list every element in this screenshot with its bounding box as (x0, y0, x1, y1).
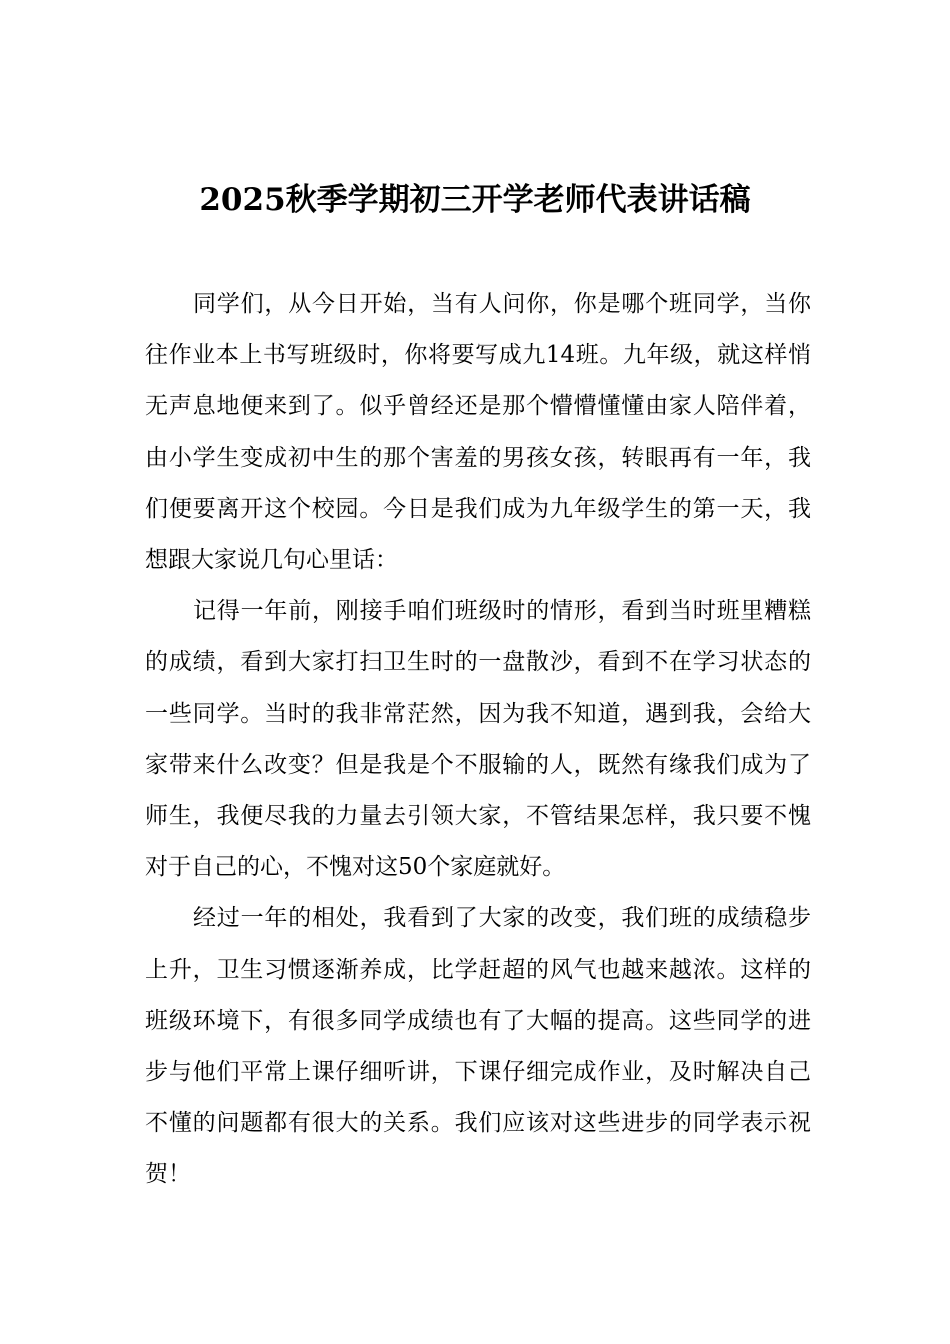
paragraph-2: 记得一年前，刚接手咱们班级时的情形，看到当时班里糟糕的成绩，看到大家打扫卫生时的一盘散沙，看到不在学习状态的一些同学。当时的我非常茫然，因为我不知道，遇到我，会给大家带来什么改变？但是我是个不服输的人，既然有缘我们成为了师生，我便尽我的力量去引领大家，不管结果怎样，我只要不愧对于自己的心，不愧对这50个家庭就好。 (145, 598, 811, 881)
document-title: 2025秋季学期初三开学老师代表讲话稿 (199, 182, 751, 218)
paragraph-3: 经过一年的相处，我看到了大家的改变，我们班的成绩稳步上升，卫生习惯逐渐养成，比学赶超的风气也越来越浓。这样的班级环境下，有很多同学成绩也有了大幅的提高。这些同学的进步与他们平常上课仔细听讲，下课仔细完成作业，及时解决自己不懂的问题都有很大的关系。我们应该对这些进步的同学表示祝贺！ (145, 905, 811, 1188)
document-body (145, 279, 811, 1201)
paragraph-1: 同学们，从今日开始，当有人问你，你是哪个班同学，当你往作业本上书写班级时，你将要写成九14班。九年级，就这样悄无声息地便来到了。似乎曾经还是那个懵懵懂懂由家人陪伴着，由小学生变成初中生的那个害羞的男孩女孩，转眼再有一年，我们便要离开这个校园。今日是我们成为九年级学生的第一天，我想跟大家说几句心里话： (145, 291, 811, 574)
